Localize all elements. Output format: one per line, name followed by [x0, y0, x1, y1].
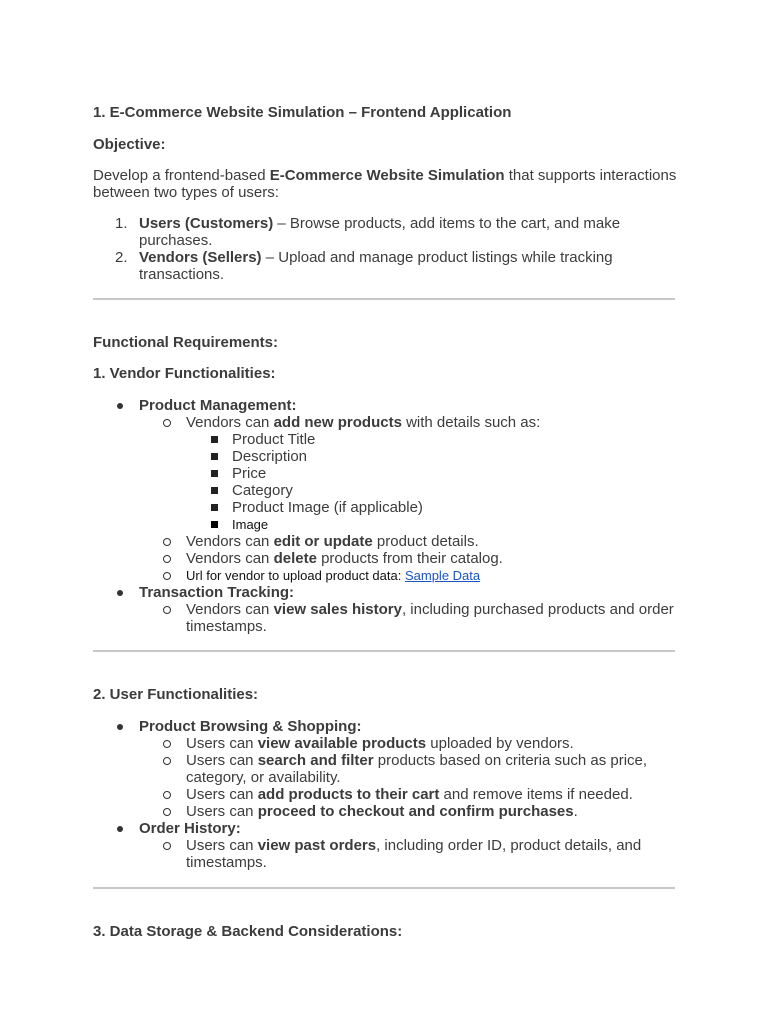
list-item: 2. Vendors (Sellers) – Upload and manage product listings while tracking transactions. [115, 249, 613, 283]
list-item: Vendors can edit or update product details. [139, 533, 683, 550]
list-item: Users can proceed to checkout and confirm purchases. [139, 803, 683, 820]
list-item: Product Image (if applicable) [186, 499, 683, 516]
list-item: 1. Users (Customers) – Browse products, add items to the cart, and make purchases. [115, 215, 621, 249]
list-item: Vendors can add new products with details such as: Product Title Description Price Category Product Image (if applicable) Image [139, 414, 683, 533]
objective-intro: Develop a frontend-based E-Commerce Website Simulation that supports interactions between two types of users: [93, 167, 677, 201]
product-details-list [186, 431, 683, 533]
list-item: Users can view available products uploaded by vendors. [139, 735, 683, 752]
bullet-icon [163, 419, 171, 427]
list-item: Image [186, 516, 683, 533]
vendor-functionalities-heading: 1. Vendor Functionalities: [93, 365, 276, 382]
bullet-icon [211, 436, 218, 443]
bullet-icon [211, 487, 218, 494]
list-item: Users can add products to their cart and remove items if needed. [139, 786, 683, 803]
list-item: Order History: Users can view past orders, including order ID, product details, and timestamps. [93, 820, 683, 871]
list-item: Product Browsing & Shopping: Users can view available products uploaded by vendors. Users can search and filter products based on criteria such as price, category, or availability. Users can add products to their cart and remove items if needed. Users can proceed to checkout and confirm purchases. [93, 718, 683, 820]
bullet-icon [163, 555, 171, 563]
bullet-icon [211, 504, 218, 511]
bullet-icon [163, 572, 171, 580]
bullet-icon [163, 606, 171, 614]
functional-requirements-heading: Functional Requirements: [93, 334, 279, 351]
list-item: Vendors can view sales history, including purchased products and order timestamps. [139, 601, 683, 635]
list-item: Product Title [186, 431, 683, 448]
list-item: Description [186, 448, 683, 465]
bullet-icon [163, 757, 171, 765]
user-functionalities-heading: 2. User Functionalities: [93, 686, 259, 703]
vendor-list [93, 397, 683, 635]
bullet-icon [117, 724, 123, 730]
list-item: Product Management: Vendors can add new products with details such as: Product Title Description Price Category Product Image (if applicable) Image Vendors can edit or update product details. Vendors can delete products from their catalog. Url for vendor to upload product data: Sample Data [93, 397, 683, 584]
document-title: 1. E-Commerce Website Simulation – Frontend Application [93, 104, 512, 121]
bullet-icon [211, 521, 218, 528]
bullet-icon [117, 590, 123, 596]
list-item: Vendors can delete products from their catalog. [139, 550, 683, 567]
bullet-icon [163, 791, 171, 799]
bullet-icon [211, 470, 218, 477]
bullet-icon [163, 538, 171, 546]
bullet-icon [211, 453, 218, 460]
list-item: Url for vendor to upload product data: Sample Data [139, 567, 683, 584]
list-item: Price [186, 465, 683, 482]
document-page [93, 104, 683, 954]
list-item: Category [186, 482, 683, 499]
user-list [93, 718, 683, 871]
bullet-icon [163, 808, 171, 816]
list-item: Users can search and filter products based on criteria such as price, category, or availability. [139, 752, 683, 786]
bullet-icon [163, 740, 171, 748]
list-item: Transaction Tracking: Vendors can view sales history, including purchased products and order timestamps. [93, 584, 683, 635]
list-item: Users can view past orders, including order ID, product details, and timestamps. [139, 837, 683, 871]
data-storage-heading: 3. Data Storage & Backend Considerations: [93, 923, 403, 940]
bullet-icon [117, 403, 123, 409]
sample-data-link[interactable]: Sample Data [404, 568, 481, 583]
bullet-icon [117, 826, 123, 832]
bullet-icon [163, 842, 171, 850]
user-types-list [93, 215, 683, 283]
objective-heading: Objective: [93, 136, 166, 153]
